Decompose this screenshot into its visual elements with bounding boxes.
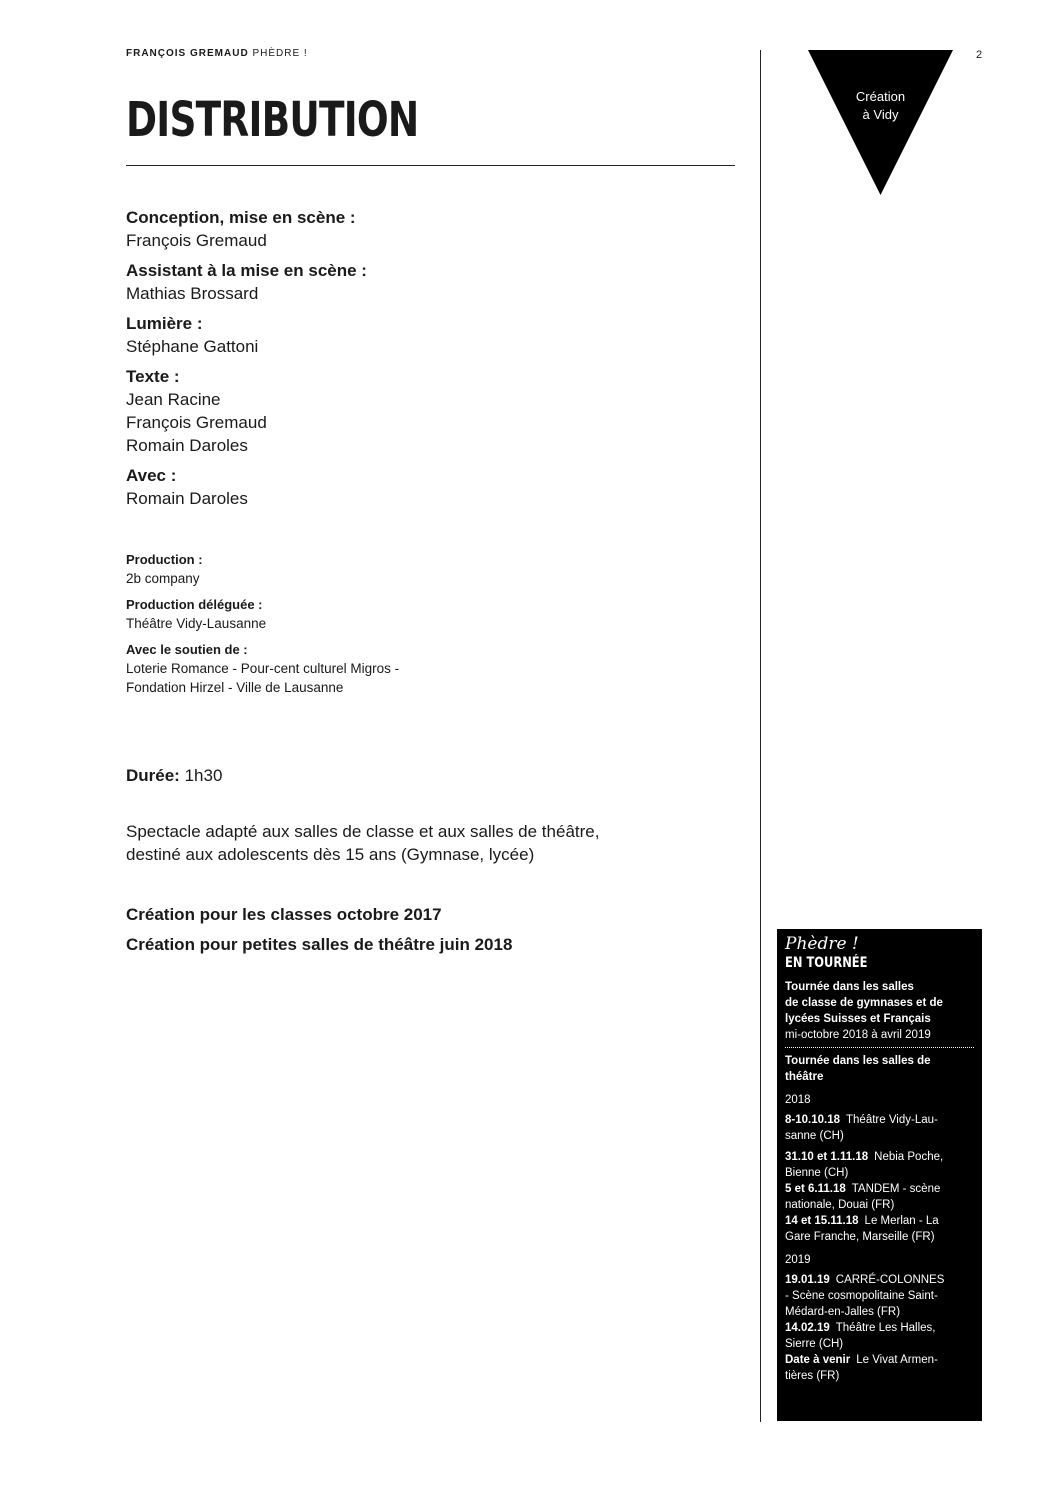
tour-event-date: 31.10 et 1.11.18 [785, 1151, 869, 1163]
duration-value: 1h30 [184, 766, 223, 785]
credit-name: Stéphane Gattoni [126, 337, 259, 356]
tour-classes-heading: lycées Suisses et Français [785, 1013, 931, 1025]
tour-event-venue: CARRÉ-COLONNES [835, 1274, 945, 1286]
duration-label: Durée: [126, 766, 180, 785]
tour-event-date: 19.01.19 [785, 1274, 830, 1286]
tour-event-venue: Sierre (CH) [785, 1338, 844, 1350]
tour-event-venue: nationale, Douai (FR) [785, 1199, 895, 1211]
production-item [126, 640, 726, 697]
running-header [126, 48, 308, 59]
tour-theatres [785, 1053, 974, 1085]
vertical-divider [760, 50, 761, 1422]
tour-event [785, 1149, 974, 1181]
tour-event-date: 14 et 15.11.18 [785, 1215, 859, 1227]
credit-item [126, 312, 726, 358]
credit-name: Jean Racine [126, 390, 221, 409]
credit-item [126, 464, 726, 510]
production-name: 2b company [126, 571, 200, 586]
production-item [126, 595, 726, 633]
badge-line-1: Création [855, 89, 906, 104]
credit-role: Lumière : [126, 314, 203, 333]
tour-classes [785, 979, 974, 1043]
production-role: Production : [126, 552, 203, 567]
credit-item [126, 365, 726, 457]
creation-badge [808, 50, 953, 195]
description-line: destiné aux adolescents dès 15 ans (Gymnase, lycée) [126, 845, 535, 864]
description-line: Spectacle adapté aux salles de classe et aux salles de théâtre, [126, 822, 600, 841]
title-rule [126, 165, 735, 166]
production-name: Fondation Hirzel - Ville de Lausanne [126, 680, 344, 695]
production-item [126, 550, 726, 588]
credit-role: Texte : [126, 367, 180, 386]
credit-name: Romain Daroles [126, 436, 248, 455]
creation-line: Création pour petites salles de théâtre juin 2018 [126, 935, 513, 954]
dotted-divider [785, 1047, 974, 1048]
tour-event-venue: TANDEM - scène [851, 1183, 941, 1195]
description [126, 820, 746, 866]
tour-event-venue: Médard-en-Jalles (FR) [785, 1306, 901, 1318]
tour-event-venue: Le Merlan - La [864, 1215, 939, 1227]
credit-name: François Gremaud [126, 231, 267, 250]
credit-role: Assistant à la mise en scène : [126, 261, 367, 280]
tour-box [777, 929, 982, 1421]
tour-theatres-heading: théâtre [785, 1071, 824, 1083]
tour-event-date: 14.02.19 [785, 1322, 830, 1334]
page-number: 2 [976, 49, 983, 61]
header-author: FRANÇOIS GREMAUD [126, 48, 249, 59]
credit-name: Romain Daroles [126, 489, 248, 508]
creation-line: Création pour les classes octobre 2017 [126, 905, 442, 924]
credit-name: Mathias Brossard [126, 284, 259, 303]
credit-item [126, 206, 726, 252]
tour-event [785, 1213, 974, 1245]
tour-event-venue: Le Vivat Armen- [856, 1354, 938, 1366]
tour-event-date: Date à venir [785, 1354, 851, 1366]
tour-event-venue: - Scène cosmopolitaine Saint- [785, 1290, 938, 1302]
credit-role: Conception, mise en scène : [126, 208, 356, 227]
credits-list [126, 206, 726, 517]
header-show: PHÈDRE ! [252, 48, 308, 59]
tour-event-venue: sanne (CH) [785, 1130, 844, 1142]
tour-event-venue: tières (FR) [785, 1370, 840, 1382]
tour-event [785, 1181, 974, 1213]
tour-event [785, 1352, 974, 1384]
tour-event-venue: Bienne (CH) [785, 1167, 849, 1179]
tour-event [785, 1320, 974, 1352]
production-role: Production déléguée : [126, 597, 263, 612]
tour-event-venue: Gare Franche, Marseille (FR) [785, 1231, 935, 1243]
tour-event-date: 5 et 6.11.18 [785, 1183, 846, 1195]
credit-item [126, 259, 726, 305]
tour-classes-heading: Tournée dans les salles [785, 981, 914, 993]
duration [126, 766, 222, 786]
tour-title: Phèdre ! [785, 934, 859, 954]
production-name: Loterie Romance - Pour-cent culturel Migros - [126, 661, 400, 676]
tour-event-date: 8-10.10.18 [785, 1114, 840, 1126]
production-role: Avec le soutien de : [126, 642, 248, 657]
tour-event [785, 1272, 974, 1320]
tour-classes-period: mi-octobre 2018 à avril 2019 [785, 1029, 931, 1041]
tour-event-venue: Nebia Poche, [874, 1151, 944, 1163]
production-name: Théâtre Vidy-Lausanne [126, 616, 267, 631]
credit-name: François Gremaud [126, 413, 267, 432]
tour-classes-heading: de classe de gymnases et de [785, 997, 943, 1009]
tour-subtitle: EN TOURNÉE [785, 955, 868, 971]
tour-event-venue: Théâtre Les Halles, [835, 1322, 936, 1334]
production-list [126, 550, 726, 704]
tour-year: 2018 [785, 1094, 811, 1106]
badge-text [808, 88, 953, 124]
badge-line-2: à Vidy [862, 107, 899, 122]
tour-year: 2019 [785, 1254, 811, 1266]
page-title: DISTRIBUTION [126, 92, 419, 148]
tour-event [785, 1112, 974, 1144]
tour-event-venue: Théâtre Vidy-Lau- [846, 1114, 938, 1126]
tour-theatres-heading: Tournée dans les salles de [785, 1055, 931, 1067]
credit-role: Avec : [126, 466, 177, 485]
